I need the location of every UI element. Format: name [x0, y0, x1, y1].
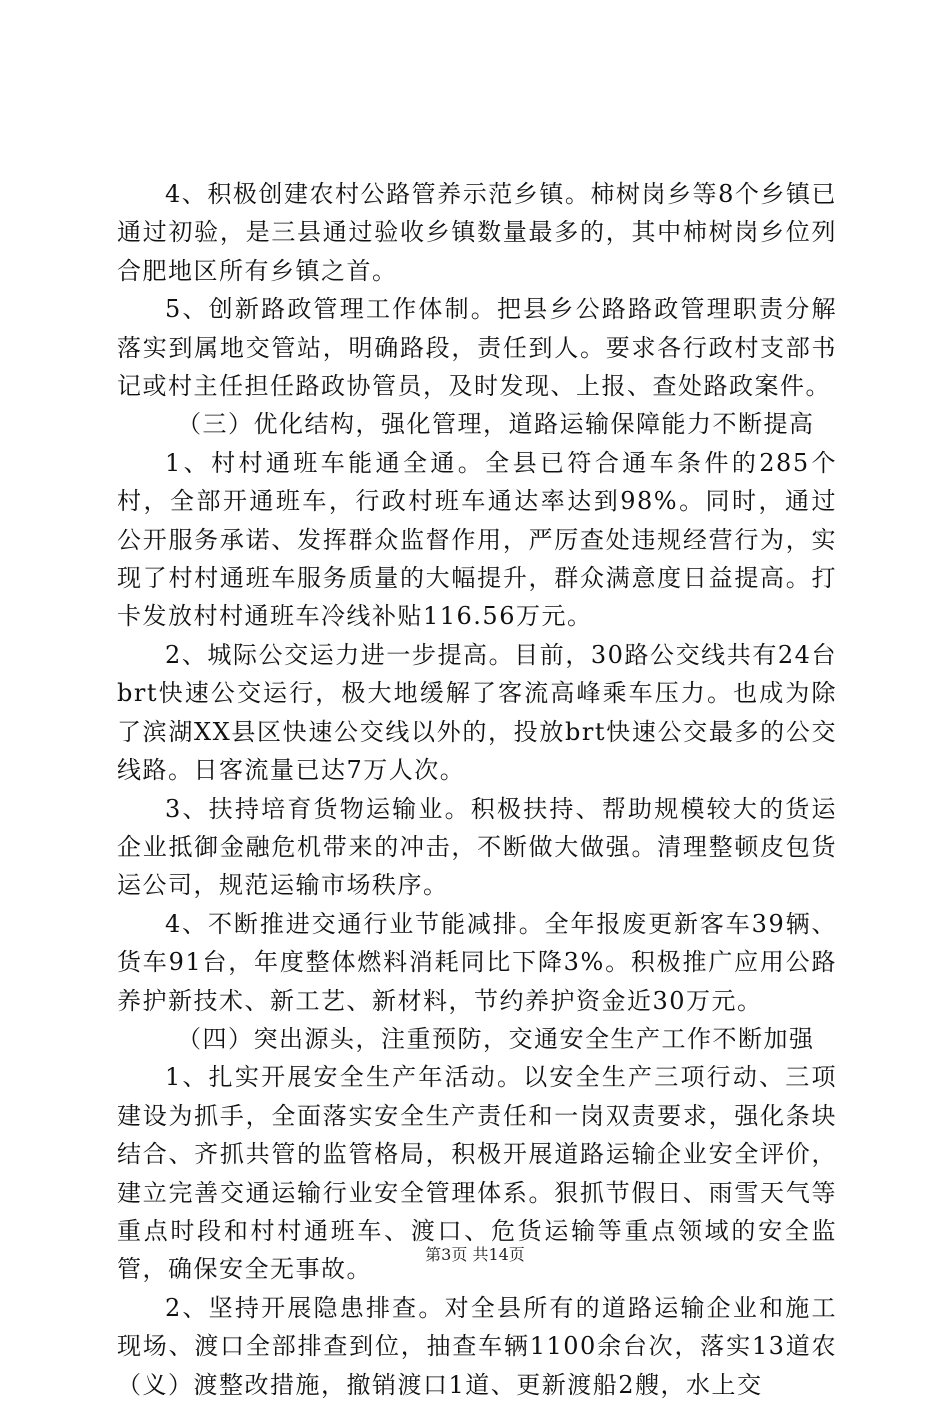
page-number-footer: 第3页 共14页	[425, 1245, 525, 1264]
document-body	[117, 175, 837, 1404]
paragraph-item-2-intercity-bus: 2、城际公交运力进一步提高。目前，30路公交线共有24台brt快速公交运行，极大地缓解了客流高峰乘车压力。也成为除了滨湖XX县区快速公交线以外的，投放brt快速公交最多的公交线路。日客流量已达7万人次。	[117, 640, 837, 785]
paragraph-item-4-demonstration-towns: 4、积极创建农村公路管养示范乡镇。柿树岗乡等8个乡镇已通过初验，是三县通过验收乡镇数量最多的，其中柿树岗乡位列合肥地区所有乡镇之首。	[117, 180, 837, 285]
paragraph-item-5-road-administration: 5、创新路政管理工作体制。把县乡公路路政管理职责分解落实到属地交管站，明确路段，责任到人。要求各行政村支部书记或村主任担任路政协管员，及时发现、上报、查处路政案件。	[117, 295, 837, 401]
paragraph-item-4-energy-saving: 4、不断推进交通行业节能减排。全年报废更新客车39辆、货车91台，年度整体燃料消耗同比下降3%。积极推广应用公路养护新技术、新工艺、新材料，节约养护资金近30万元。	[117, 909, 837, 1015]
paragraph-item-1-village-bus: 1、村村通班车能通全通。全县已符合通车条件的285个村，全部开通班车，行政村班车通达率达到98%。同时，通过公开服务承诺、发挥群众监督作用，严厉查处违规经营行为，实现了村村通班车服务质量的大幅提升，群众满意度日益提高。打卡发放村村通班车冷线补贴116.56万元。	[117, 448, 837, 631]
paragraph-item-3-freight: 3、扶持培育货物运输业。积极扶持、帮助规模较大的货运企业抵御金融危机带来的冲击，不断做大做强。清理整顿皮包货运公司，规范运输市场秩序。	[117, 794, 837, 900]
section-heading-4: （四）突出源头，注重预防，交通安全生产工作不断加强	[177, 1024, 815, 1053]
paragraph-item-2-hazard-inspection: 2、坚持开展隐患排查。对全县所有的道路运输企业和施工现场、渡口全部排查到位，抽查车辆1100余台次，落实13道农（义）渡整改措施，撤销渡口1道、更新渡船2艘，水上交	[117, 1293, 837, 1399]
paragraph-item-1-safety-year: 1、扎实开展安全生产年活动。以安全生产三项行动、三项建设为抓手，全面落实安全生产责任和一岗双责要求，强化条块结合、齐抓共管的监管格局，积极开展道路运输企业安全评价，建立完善交通运输行业安全管理体系。狠抓节假日、雨雪天气等重点时段和村村通班车、渡口、危货运输等重点领域的安全监管，确保安全无事故。	[117, 1063, 837, 1284]
section-heading-3: （三）优化结构，强化管理，道路运输保障能力不断提高	[177, 410, 815, 439]
